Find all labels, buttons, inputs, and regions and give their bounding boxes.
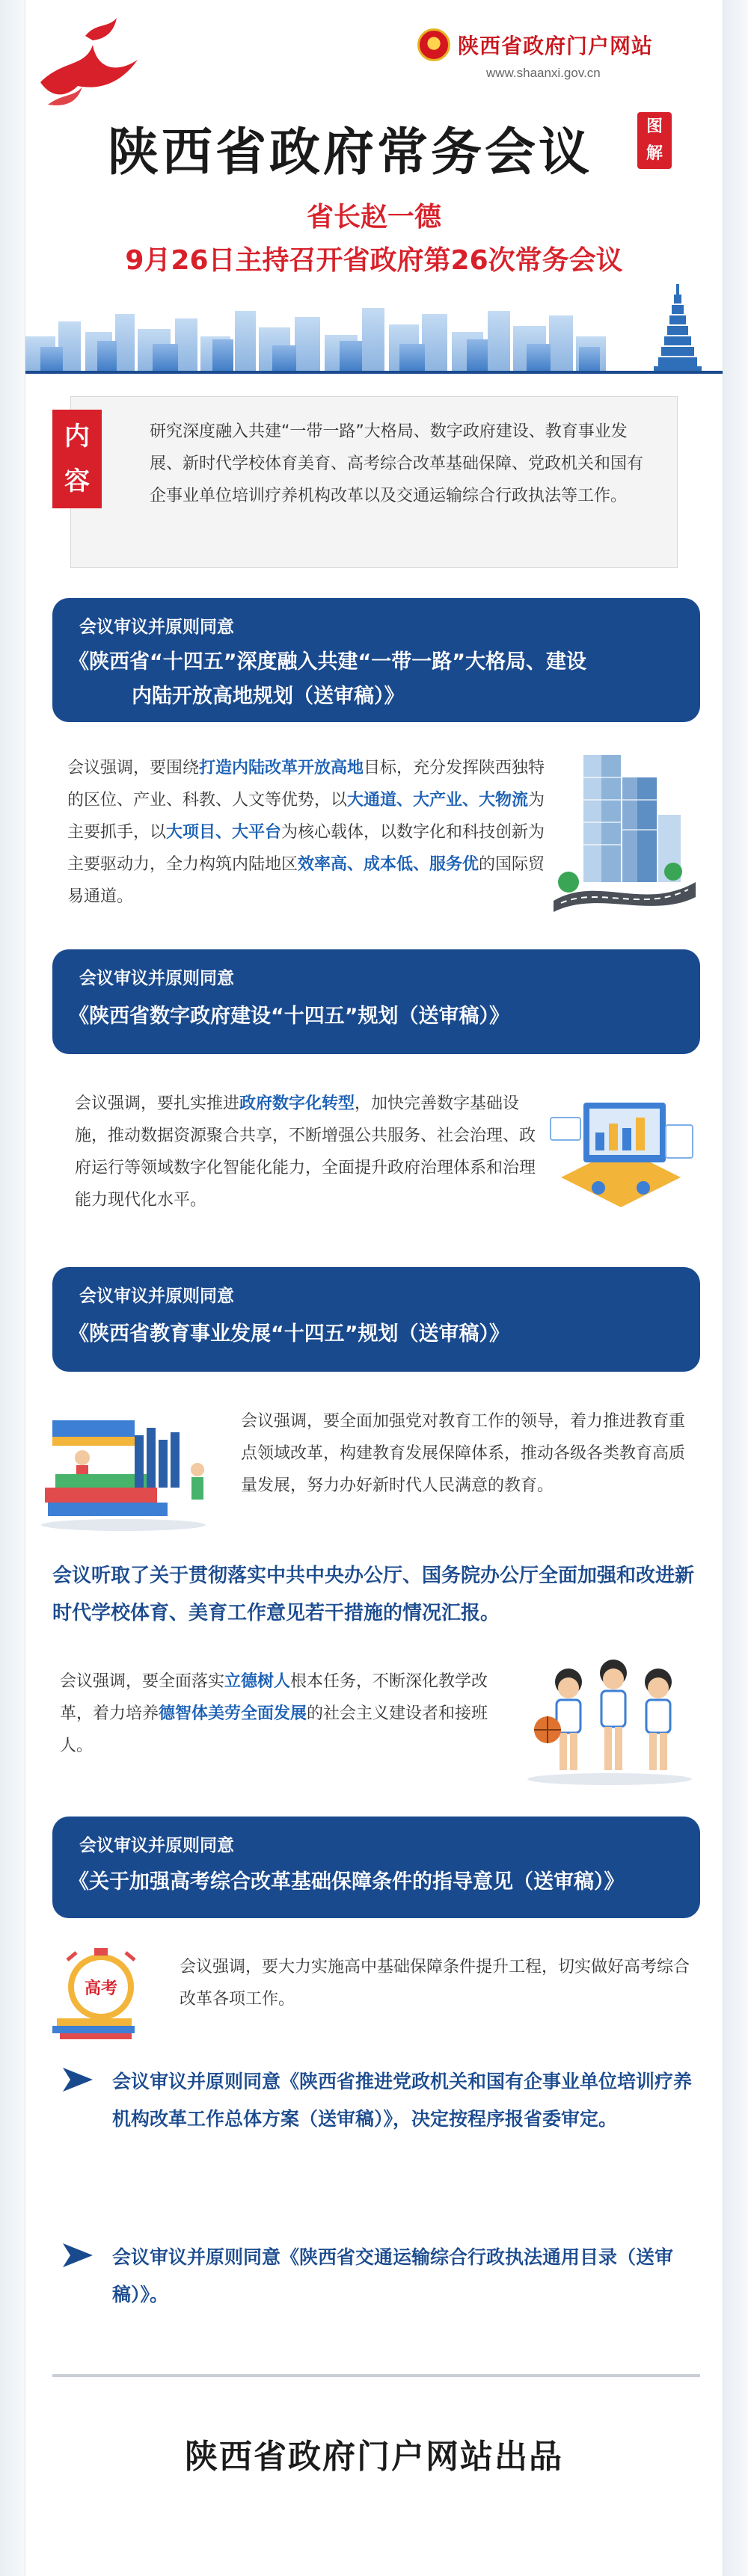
banner-title-line1: 《关于加强高考综合改革基础保障条件的指导意见（送审稿）》 [69, 1870, 625, 1894]
right-rail [723, 0, 748, 2576]
tujie-badge [637, 112, 672, 169]
text-run: 会议强调，要围绕 [67, 759, 200, 777]
section4-heading: 会议听取了关于贯彻落实中共中央办公厅、国务院办公厅全面加强和改进新时代学校体育、美育工作意见若干措施的情况汇报。 [52, 1565, 695, 1624]
banner-small-label: 会议审议并原则同意 [79, 1836, 234, 1855]
section5-text: 会议强调，要大力实施高中基础保障条件提升工程，切实做好高考综合改革各项工作。 [180, 1958, 690, 2009]
national-emblem-icon [417, 28, 450, 61]
site-logo[interactable] [417, 28, 653, 61]
section1-banner [52, 598, 700, 722]
site-name: 陕西省政府门户网站 [458, 34, 654, 58]
highlight-text: 打造内陆改革开放高地 [199, 759, 364, 777]
banner-small-label: 会议审议并原则同意 [79, 969, 234, 988]
bird-icon [33, 15, 145, 127]
section3-banner [52, 1267, 700, 1372]
divider [52, 2374, 700, 2377]
list-item-text: 会议审议并原则同意《陕西省交通运输综合行政执法通用目录（送审稿）》。 [112, 2246, 674, 2305]
banner-small-label: 会议审议并原则同意 [79, 617, 234, 637]
highlight-text: 德智体美劳全面发展 [159, 1704, 307, 1723]
list-item [63, 2239, 699, 2321]
students-basketball-icon [516, 1652, 703, 1787]
badge-char-2: 解 [646, 144, 663, 163]
subtitle-meeting: 9月26日主持召开省政府第26次常务会议 [125, 245, 623, 276]
skyscraper-road-icon [554, 740, 696, 912]
text-run: 的社会主义建设者和接班人。 [60, 1704, 488, 1755]
section3-text: 会议强调，要全面加强党对教育工作的领导，着力推进教育重点领域改革，构建教育发展保障体系，推动各级各类教育高质量发展，努力办好新时代人民满意的教育。 [241, 1412, 686, 1495]
section1-text [67, 752, 546, 913]
banner-title-line1: 《陕西省教育事业发展“十四五”规划（送审稿）》 [69, 1322, 509, 1346]
text-run: 为主要抓手，以 [67, 791, 545, 842]
highlight-text: 立德树人 [224, 1672, 291, 1691]
text-run: 会议强调，要扎实推进 [75, 1094, 240, 1113]
text-run: 目标，充分发挥陕西独特的区位、产业、科教、人文等优势，以 [67, 759, 545, 810]
text-run: 会议强调，要全面落实 [60, 1672, 225, 1691]
digital-office-icon [546, 1088, 696, 1215]
text-run: 的国际贸易通道。 [67, 855, 545, 906]
section5-banner [52, 1817, 700, 1918]
intro-tag-char-2: 容 [64, 466, 90, 496]
highlight-text: 政府数字化转型 [239, 1094, 355, 1113]
section2-banner [52, 949, 700, 1054]
text-run: ，加快完善数字基础设施，推动数据资源聚合共享，不断增强公共服务、社会治理、政府运行等领域数字化智能化能力，全面提升政府治理体系和治理能力现代化水平。 [75, 1094, 536, 1210]
banner-title-line1: 《陕西省“十四五”深度融入共建“一带一路”大格局、建设 [69, 650, 586, 674]
gaokao-clock-icon [45, 1944, 157, 2048]
arrow-right-icon [63, 2068, 93, 2092]
intro-tag [52, 410, 102, 508]
intro-tag-char-1: 内 [64, 422, 90, 452]
books-reading-icon [30, 1405, 217, 1532]
arrow-right-icon [63, 2243, 93, 2267]
subtitle-governor: 省长赵一德 [306, 202, 441, 232]
highlight-text: 效率高、成本低、服务优 [298, 855, 479, 874]
banner-title-line2: 内陆开放高地规划（送审稿）》 [132, 685, 405, 708]
header [25, 0, 723, 374]
site-url[interactable]: www.shaanxi.gov.cn [486, 66, 601, 80]
text-run: 为核心载体，以数字化和科技创新为主要驱动力，全力构筑内陆地区 [67, 823, 545, 874]
text-run: 根本任务，不断深化教学改革，着力培养 [60, 1672, 488, 1723]
section4-text [60, 1666, 494, 1762]
badge-char-1: 图 [646, 117, 663, 136]
highlight-text: 大项目、大平台 [166, 823, 282, 842]
list-item-text: 会议审议并原则同意《陕西省推进党政机关和国有企事业单位培训疗养机构改革工作总体方案（送审稿）》，决定按程序报省委审定。 [112, 2071, 693, 2130]
list-item [63, 2063, 699, 2183]
banner-title-line1: 《陕西省数字政府建设“十四五”规划（送审稿）》 [69, 1005, 509, 1028]
gaokao-label: 高考 [84, 1979, 118, 1998]
banner-small-label: 会议审议并原则同意 [79, 1287, 234, 1306]
section2-text [75, 1088, 539, 1216]
city-skyline-icon [25, 269, 723, 374]
page-title: 陕西省政府常务会议 [108, 123, 593, 182]
intro-text: 研究深度融入共建“一带一路”大格局、数字政府建设、教育事业发展、新时代学校体育美育、高考综合改革基础保障、党政机关和国有企事业单位培训疗养机构改革以及交通运输综合行政执法等工作。 [150, 422, 644, 505]
left-rail [0, 0, 25, 2576]
footer-credit: 陕西省政府门户网站出品 [185, 2438, 563, 2476]
highlight-text: 大通道、大产业、大物流 [347, 791, 529, 810]
